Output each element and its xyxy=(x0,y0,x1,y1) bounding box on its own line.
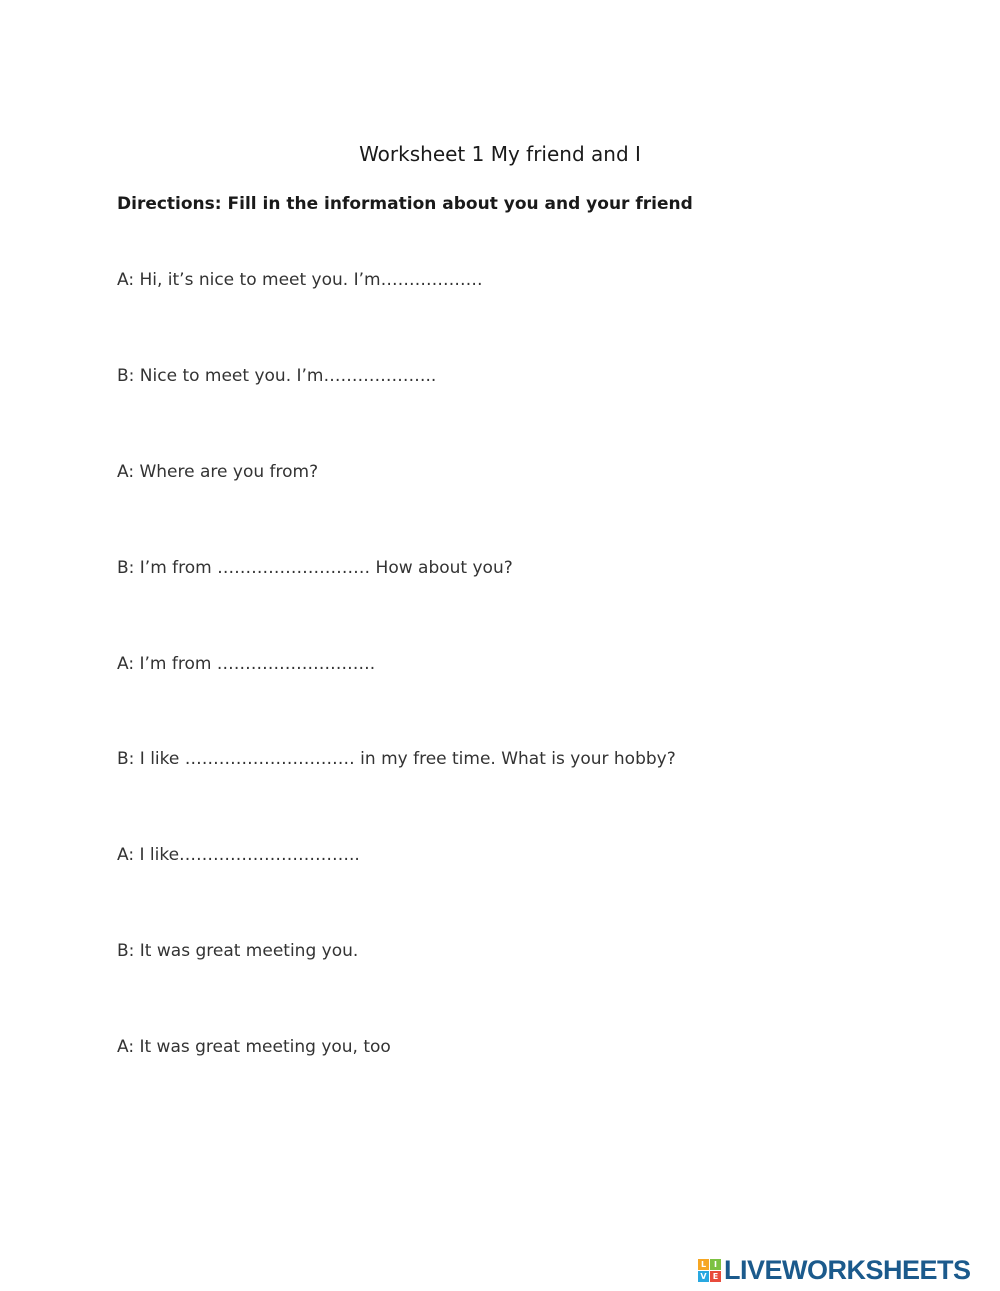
dialogue-line-5: A: I’m from ………………………. xyxy=(117,654,376,674)
dialogue-line-6: B: I like ………………………… in my free time. What is your hobby? xyxy=(117,749,676,769)
dialogue-line-8: B: It was great meeting you. xyxy=(117,941,359,961)
logo-block-v: V xyxy=(698,1271,709,1282)
logo-text: LIVEWORKSHEETS xyxy=(724,1254,971,1285)
logo-blocks-icon xyxy=(698,1259,721,1282)
dialogue-line-1: A: Hi, it’s nice to meet you. I’m……………… xyxy=(117,270,483,290)
directions: Directions: Fill in the information about you and your friend xyxy=(117,194,693,214)
page-title: Worksheet 1 My friend and I xyxy=(359,142,641,166)
dialogue-line-3: A: Where are you from? xyxy=(117,462,319,482)
logo-block-l: L xyxy=(698,1259,709,1270)
dialogue-line-2: B: Nice to meet you. I’m……………….. xyxy=(117,366,437,386)
liveworksheets-logo xyxy=(698,1255,971,1285)
logo-block-i: I xyxy=(710,1259,721,1270)
dialogue-line-9: A: It was great meeting you, too xyxy=(117,1037,391,1057)
dialogue-line-7: A: I like………………………….. xyxy=(117,845,360,865)
logo-block-e: E xyxy=(710,1271,721,1282)
dialogue-line-4: B: I’m from ……………………… How about you? xyxy=(117,558,513,578)
